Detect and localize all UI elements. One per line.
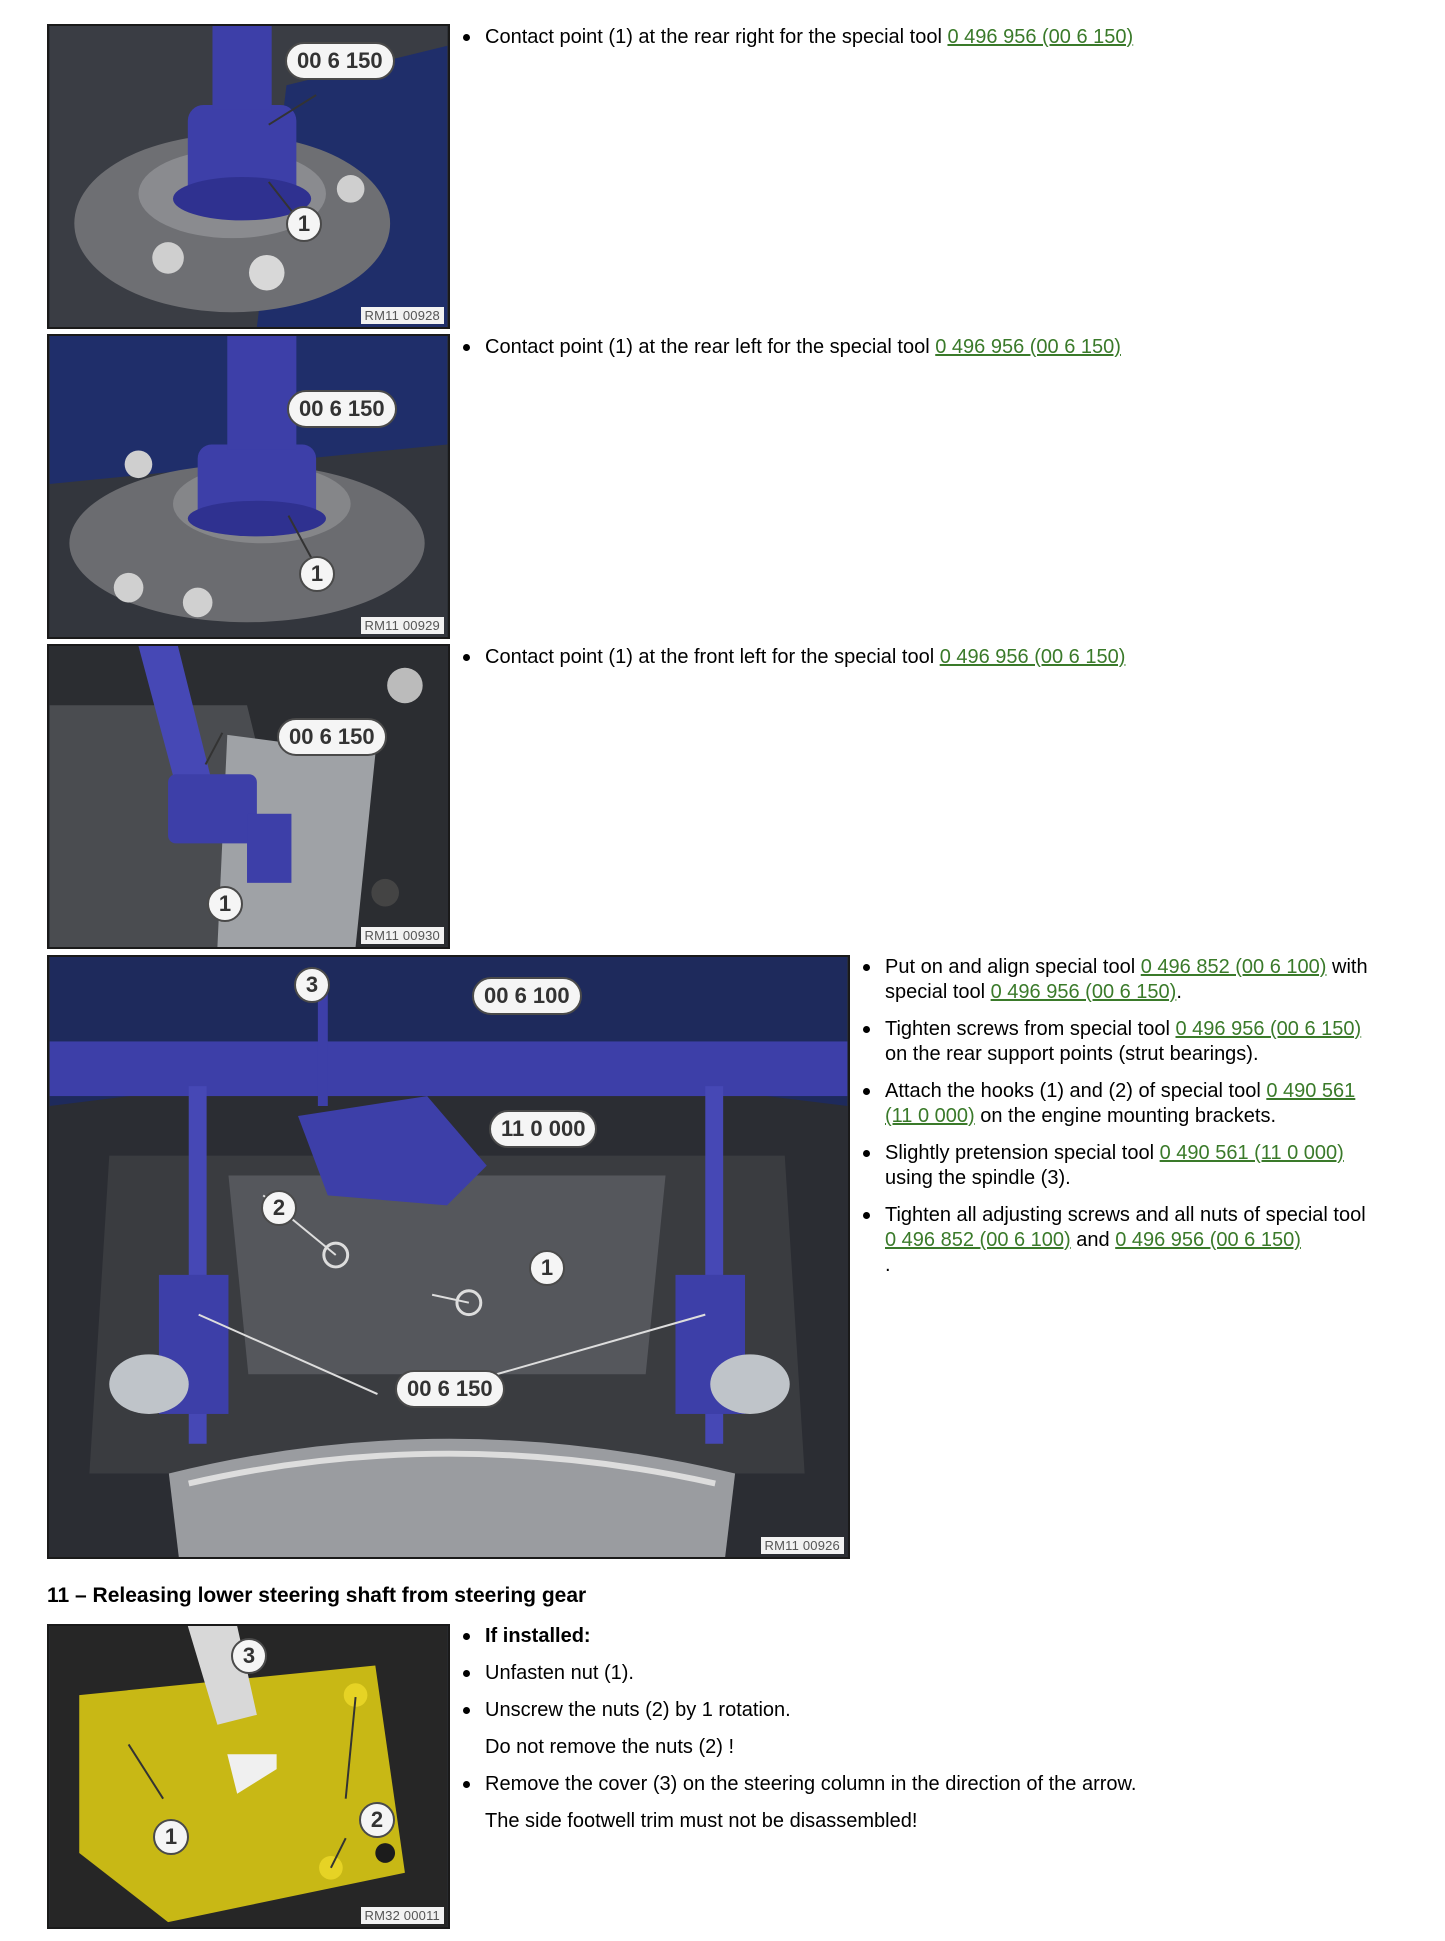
callout-tool-label: 00 6 150	[395, 1370, 505, 1408]
list-item	[860, 1141, 1380, 1191]
tool-link[interactable]: 0 496 852 (00 6 100)	[885, 1229, 1071, 1251]
list-item	[460, 645, 1420, 670]
step-rear-left	[460, 335, 1420, 372]
step-text: Contact point (1) at the rear left for the special tool	[485, 336, 936, 358]
step-text: and	[1070, 1229, 1116, 1251]
step-text: with special tool	[885, 956, 1368, 1003]
callout-tool-label: 00 6 150	[285, 42, 395, 80]
tool-link[interactable]: 0 496 956 (00 6 150)	[947, 26, 1134, 48]
tool-link[interactable]: 0 496 852 (00 6 100)	[1140, 956, 1327, 978]
callout-number: 1	[286, 206, 322, 242]
list-item	[460, 1624, 1420, 1649]
tool-link[interactable]: 0 496 956 (00 6 150)	[990, 981, 1177, 1003]
step-text: Tighten screws from special tool	[885, 1018, 1176, 1040]
step-text: Tighten all adjusting screws and all nuts of special tool	[885, 1204, 1366, 1226]
tool-link[interactable]: 0 496 956 (00 6 150)	[939, 646, 1126, 668]
section-heading: 11 – Releasing lower steering shaft from steering gear	[47, 1584, 587, 1607]
callout-tool-label: 11 0 000	[489, 1110, 597, 1148]
list-item	[860, 1079, 1380, 1129]
step-text: Slightly pretension special tool	[885, 1142, 1160, 1164]
note-text	[460, 1735, 1420, 1760]
figure-id: RM11 00930	[361, 927, 444, 944]
figure-id: RM11 00928	[361, 307, 444, 324]
figure-id: RM11 00929	[361, 617, 444, 634]
callout-number: 1	[299, 556, 335, 592]
callout-tool-label: 00 6 100	[472, 977, 582, 1015]
figure-rear-left-contact	[47, 334, 450, 639]
callout-number: 1	[529, 1250, 565, 1286]
list-item	[460, 1772, 1420, 1797]
list-item	[860, 1017, 1380, 1067]
step-text: Unfasten nut (1).	[485, 1662, 634, 1684]
step-text: .	[1176, 981, 1182, 1003]
figure-id: RM11 00926	[761, 1537, 844, 1554]
figure-front-left-contact	[47, 644, 450, 949]
list-item	[460, 1698, 1420, 1723]
step-text: Attach the hooks (1) and (2) of special tool	[885, 1080, 1267, 1102]
figure-steering-cover	[47, 1624, 450, 1929]
step-text: The side footwell trim must not be disassembled!	[485, 1810, 918, 1832]
step-text: on the engine mounting brackets.	[974, 1105, 1276, 1127]
section-11-steps	[460, 1624, 1420, 1846]
callout-number: 1	[207, 886, 243, 922]
step-text: Contact point (1) at the rear right for the special tool	[485, 26, 948, 48]
list-item	[460, 25, 1420, 50]
step-text: on the rear support points (strut bearings).	[885, 1043, 1259, 1065]
callout-number: 2	[261, 1190, 297, 1226]
step-text: Put on and align special tool	[885, 956, 1141, 978]
callout-number: 3	[294, 967, 330, 1003]
callout-number: 3	[231, 1638, 267, 1674]
callout-tool-label: 00 6 150	[277, 718, 387, 756]
step-text-bold: If installed:	[485, 1625, 591, 1647]
tool-link[interactable]: 0 496 956 (00 6 150)	[1175, 1018, 1362, 1040]
note-text	[460, 1809, 1420, 1834]
callout-number: 2	[359, 1802, 395, 1838]
list-item	[860, 1203, 1380, 1278]
step-text: Do not remove the nuts (2) !	[485, 1736, 735, 1758]
list-item	[860, 955, 1380, 1005]
figure-rear-right-contact	[47, 24, 450, 329]
tool-link[interactable]: 0 496 956 (00 6 150)	[935, 336, 1121, 358]
figure-illustration	[49, 646, 448, 947]
step-text: Remove the cover (3) on the steering column in the direction of the arrow.	[485, 1773, 1137, 1795]
figure-id: RM32 00011	[361, 1907, 444, 1924]
list-item	[460, 1661, 1420, 1686]
step-rear-right	[460, 25, 1420, 62]
step-text: .	[885, 1254, 891, 1276]
step-text: Contact point (1) at the front left for the special tool	[485, 646, 940, 668]
step-text: Unscrew the nuts (2) by 1 rotation.	[485, 1699, 791, 1721]
callout-number: 1	[153, 1819, 189, 1855]
figure-illustration	[49, 336, 448, 637]
tool-link[interactable]: 0 496 956 (00 6 150)	[1115, 1229, 1301, 1251]
list-item	[460, 335, 1420, 360]
tool-link[interactable]: 0 490 561 (11 0 000)	[885, 1080, 1356, 1127]
tool-link[interactable]: 0 490 561 (11 0 000)	[1159, 1142, 1344, 1164]
figure-illustration	[49, 957, 848, 1557]
step-front-left	[460, 645, 1420, 682]
step-text: using the spindle (3).	[885, 1167, 1071, 1189]
callout-tool-label: 00 6 150	[287, 390, 397, 428]
figure-engine-support-bridge	[47, 955, 850, 1559]
step-support-bridge	[860, 955, 1380, 1290]
